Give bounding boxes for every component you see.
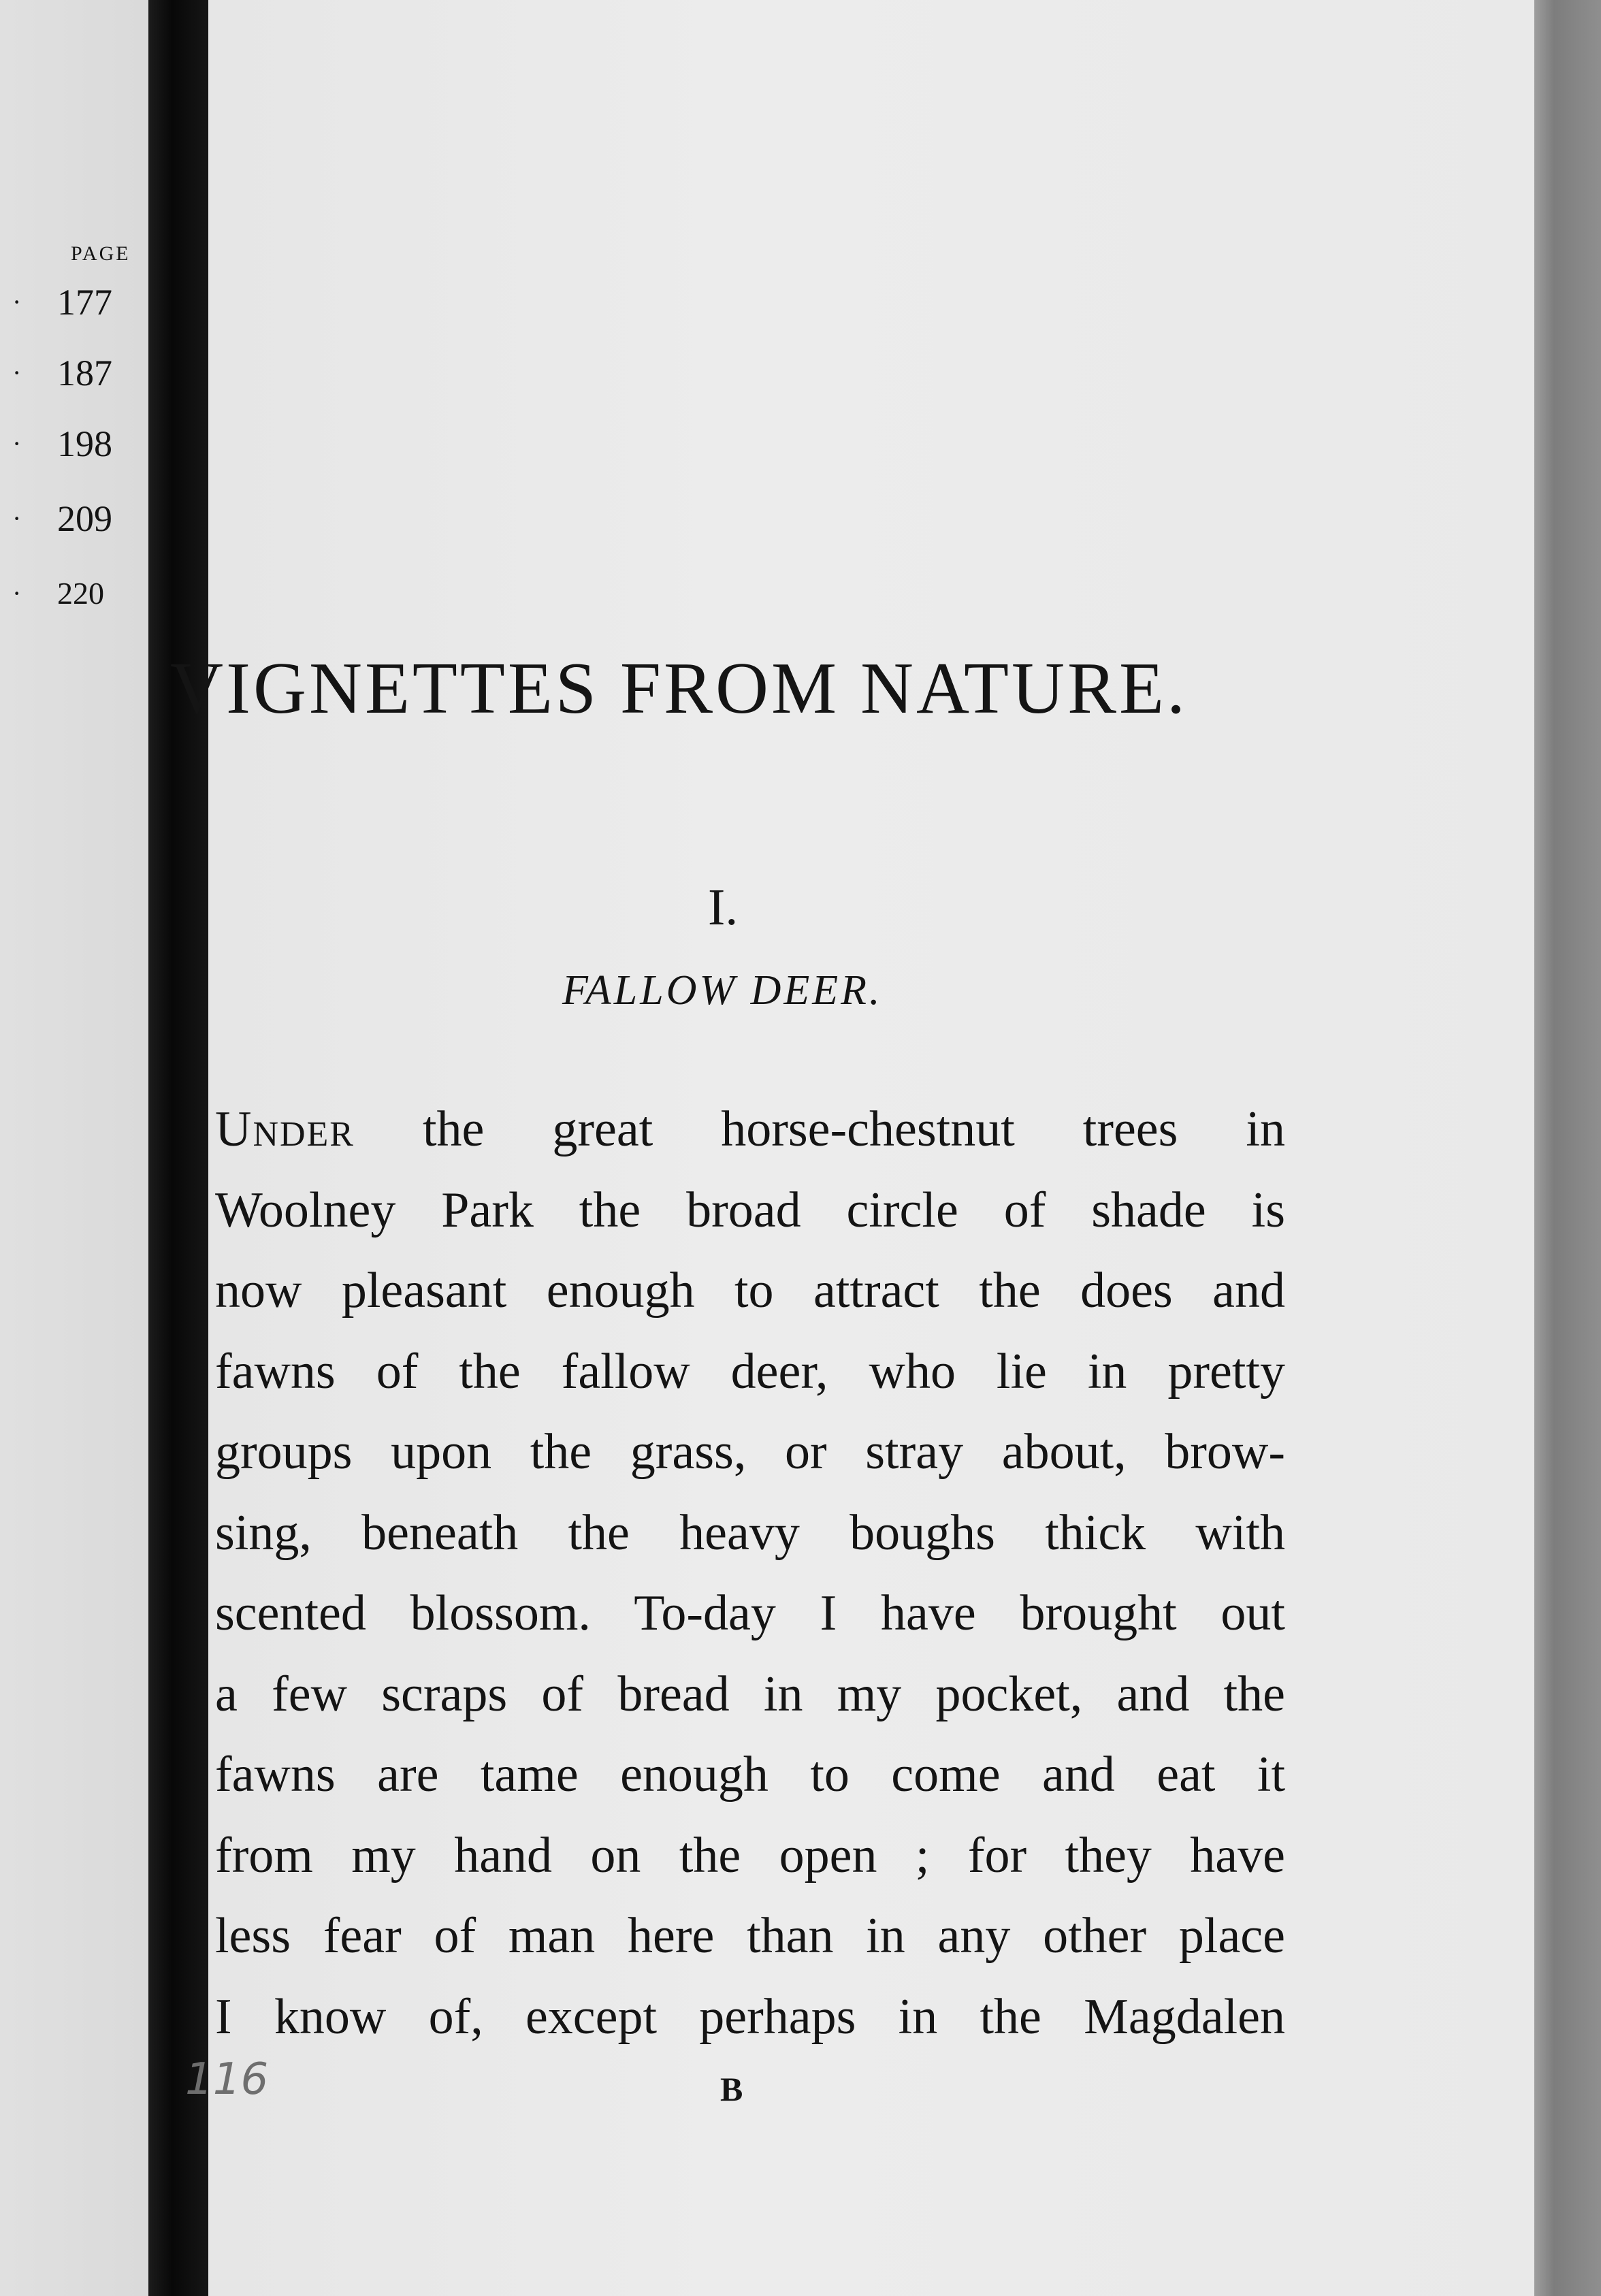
leader-dot: · [12, 578, 22, 609]
text-line: I know of, except perhaps in the Magdalen [215, 1988, 1285, 2045]
lead-word: Under [215, 1101, 355, 1157]
text-line: a few scraps of bread in my pocket, and the [215, 1666, 1285, 1722]
signature-mark: B [720, 2070, 743, 2108]
toc-row [0, 346, 148, 400]
text-line: sing, beneath the heavy boughs thick with [215, 1504, 1285, 1561]
leader-dot: · [12, 503, 22, 534]
text-line: fawns are tame enough to come and eat it [215, 1747, 1285, 1802]
text-line [215, 1089, 1285, 1170]
leader-dot: · [12, 287, 22, 317]
chapter-number: I. [708, 879, 739, 936]
toc-page-number: 177 [57, 282, 112, 323]
text-line: from my hand on the open ; for they have [215, 1827, 1285, 1883]
text-line: now pleasant enough to attract the does and [215, 1263, 1285, 1319]
toc-row [0, 566, 148, 621]
chapter-title: FALLOW DEER. [562, 967, 883, 1014]
text-line: groups upon the grass, or stray about, brow- [215, 1424, 1285, 1480]
line-rest: the great horse-chestnut trees in [355, 1101, 1285, 1157]
text-line: scented blossom. To-day I have brought out [215, 1585, 1285, 1641]
toc-page-header: PAGE [71, 242, 131, 265]
toc-row [0, 491, 148, 546]
book-title: VIGNETTES FROM NATURE. [170, 648, 1188, 729]
leader-dot: · [12, 357, 22, 388]
text-line: Woolney Park the broad circle of shade is [215, 1182, 1285, 1238]
page-edge [1534, 0, 1601, 2296]
book-spine [148, 0, 208, 2296]
leader-dot: · [12, 428, 22, 459]
pencil-annotation: 116 [185, 2054, 269, 2105]
left-page [0, 0, 148, 2296]
toc-page-number: 198 [57, 423, 112, 464]
toc-page-number: 220 [57, 576, 104, 611]
text-line: less fear of man here than in any other place [215, 1908, 1285, 1964]
text-line: fawns of the fallow deer, who lie in pretty [215, 1343, 1285, 1400]
toc-page-number: 209 [57, 498, 112, 539]
toc-page-number: 187 [57, 353, 112, 393]
toc-row [0, 275, 148, 329]
body-paragraph [215, 1089, 1285, 2057]
toc-row [0, 417, 148, 471]
